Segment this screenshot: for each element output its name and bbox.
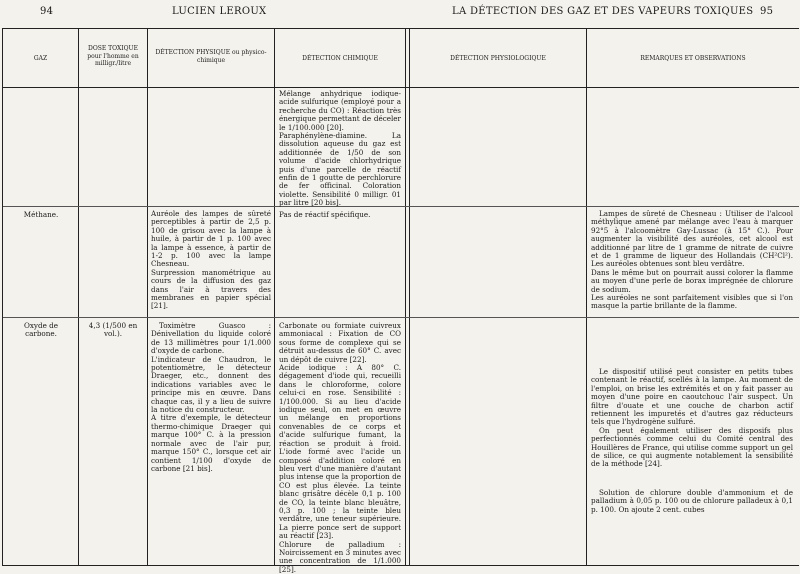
toxic-dose-value: 4,3 (1/500 en vol.). xyxy=(88,321,138,339)
remarks-paragraph: Dans le même but on pourrait aussi colorer la flamme au moyen d'une perle de borax imprégnée de chlorure de sodium. xyxy=(591,267,793,294)
physical-paragraph: Surpression manométrique au cours de la diffusion des gaz dans l'air à travers des membranes en papier spécial [21]. xyxy=(151,267,271,311)
chemical-paragraph: Chlorure de palladium : Noircissement en 3 minutes avec une concentration de 1/1.000 [25]. xyxy=(279,539,401,574)
column-divider xyxy=(147,29,148,565)
column-divider xyxy=(274,29,275,565)
gas-detection-table xyxy=(2,28,799,574)
physical-paragraph: Toximètre Guasco : Dénivellation du liquide coloré de 13 millimètres pour 1/1.000 d'oxyde de carbone. xyxy=(151,321,271,356)
row2-chemical-cell: Pas de réactif spécifique. xyxy=(279,210,371,219)
gutter-divider xyxy=(409,29,410,565)
chemical-paragraph: Acide iodique : A 80° C. dégagement d'iode qui, recueilli dans le chloroforme, colore celui-ci en rose. Sensibilité : 1/100.000. Si au lieu d'acide iodique seul, on met en œuvre un mélange en proportions convenables de ce corps et d'acide sulfurique fumant, la réaction se produit à froid. L'iode formé avec l'acide un composé d'addition coloré en bleu vert d'une manière d'autant plus intense que la proportion de CO est plus élevée. La teinte blanc grisâtre décèle 0,1 p. 100 de CO, la teinte blanc bleuâtre, 0,3 p. 100 ; la teinte bleu verdâtre, une teneur supérieure. La pierre ponce sert de support au réactif [23]. xyxy=(279,363,401,541)
remarks-paragraph: Solution de chlorure double d'ammonium et de palladium à 0,05 p. 100 ou de chlorure palladeux à 0,1 p. 100. On ajoute 2 cent. cubes xyxy=(591,487,793,514)
column-divider xyxy=(586,29,587,565)
physical-paragraph: Auréole des lampes de sûreté perceptibles à partir de 2,5 p. 100 de grisou avec la lampe à huile, à partir de 1 p. 100 avec la lampe à essence, à partir de 1-2 p. 100 avec la lampe Chesneau. xyxy=(151,209,271,269)
column-header-remarks: REMARQUES ET OBSERVATIONS xyxy=(640,55,746,62)
physical-paragraph: A titre d'exemple, le détecteur thermo-chimique Draeger qui marque 100° C. à la pression normale avec de l'air pur, marque 150° C., lorsque cet air contient 1/100 d'oxyde de carbone [21 bis]. xyxy=(151,413,271,473)
running-author: LUCIEN LEROUX xyxy=(172,6,267,17)
left-page-number: 94 xyxy=(40,6,54,17)
column-header-physical: DÉTECTION PHYSIQUE ou physico-chimique xyxy=(155,49,267,64)
column-header-gas: GAZ xyxy=(33,55,48,62)
row2-remarks-cell xyxy=(591,210,793,316)
row-divider xyxy=(3,317,799,318)
column-header-chemical: DÉTECTION CHIMIQUE xyxy=(302,55,378,62)
row-divider xyxy=(3,206,799,207)
remarks-paragraph: Le dispositif utilisé peut consister en petits tubes contenant le réactif, scellés à la lampe. Au moment de l'emploi, on brise les extrémités et on y fait passer au moyen d'une poire en caoutchouc l'air suspect. Un filtre d'ouate et une couche de charbon actif retiennent les impuretés et d'autres gaz réducteurs tels que l'hydrogène sulfuré. xyxy=(591,367,793,427)
row2-physical-cell xyxy=(151,210,271,316)
remarks-paragraph: Les auréoles ne sont parfaitement visibles que si l'on masque la partie brillante de la flamme. xyxy=(591,293,793,311)
row1-chemical-cell xyxy=(279,89,401,208)
column-header-dose: DOSE TOXIQUE pour l'homme en milligr./litre xyxy=(87,45,139,67)
gas-name-carbon-monoxide: Oxyde de carbone. xyxy=(23,321,58,339)
row3-chemical-cell xyxy=(279,321,401,574)
column-header-physiological: DÉTECTION PHYSIOLOGIQUE xyxy=(450,55,546,62)
column-divider xyxy=(405,29,406,565)
running-title: LA DÉTECTION DES GAZ ET DES VAPEURS TOXIQUES xyxy=(452,6,754,17)
gas-name-methane: Méthane. xyxy=(23,210,59,219)
column-divider xyxy=(78,29,79,565)
right-page-number: 95 xyxy=(760,6,774,17)
chemical-paragraph: Paraphénylène-diamine. La dissolution aqueuse du gaz est additionnée de 1/50 de son volume d'acide chlorhydrique puis d'une parcelle de réactif enfin de 1 goutte de perchlorure de fer officinal. Coloration violette. Sensibilité 0 milligr. 01 par litre [20 bis]. xyxy=(279,131,401,208)
remarks-paragraph: Lampes de sûreté de Chesneau : Utiliser de l'alcool méthylique amené par mélange avec l'eau à marquer 92°5 à l'alcoomètre Gay-Lussac (à 15° C.). Pour augmenter la visibilité des auréoles, cet alcool est additionné par litre de 1 gramme de nitrate de cuivre et de 1 gramme de liqueur des Hollandais (CH²Cl²). Les auréoles obtenues sont bleu verdâtre. xyxy=(591,209,793,269)
remarks-paragraph: On peut également utiliser des disposifs plus perfectionnés comme celui du Comité central des Houillères de France, qui utilise comme support un gel de silice, ce qui augmente notablement la sensibilité de la méthode [24]. xyxy=(591,425,793,469)
row3-remarks-cell xyxy=(591,368,793,564)
row3-physical-cell xyxy=(151,322,271,522)
physical-paragraph: L'indicateur de Chaudron, le potentiomètre, le détecteur Draeger, etc., donnent des indications variables avec le principe mis en œuvre. Dans chaque cas, il y a lieu de suivre la notice du constructeur. xyxy=(151,354,271,415)
header-rule xyxy=(3,87,799,88)
page-header xyxy=(0,0,800,22)
chemical-paragraph: Mélange anhydrique iodique-acide sulfurique (employé pour a recherche du CO) : Réaction très énergique permettant de déceler le 1/100.000 [20]. xyxy=(279,89,401,132)
chemical-paragraph: Carbonate ou formiate cuivreux ammoniacal : Fixation de CO sous forme de complexe qui se détruit au-dessus de 60° C. avec un dépôt de cuivre [22]. xyxy=(279,321,401,364)
